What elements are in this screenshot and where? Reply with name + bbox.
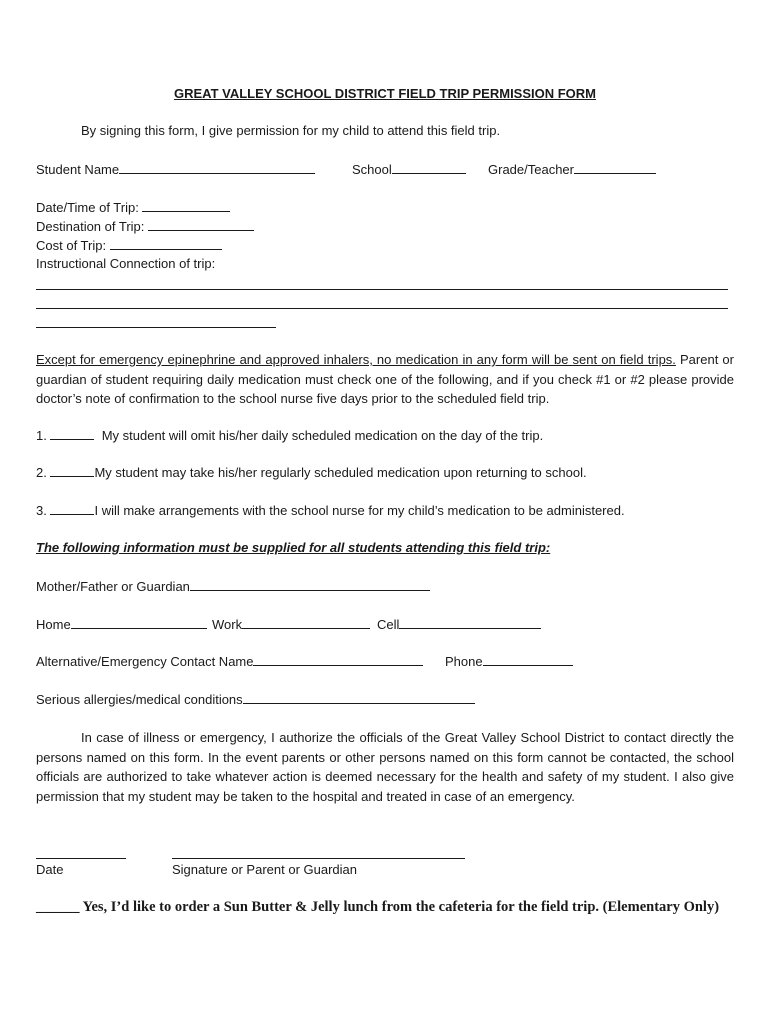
cell-row	[377, 616, 541, 633]
student-name-label: Student Name	[36, 162, 120, 177]
grade-teacher-row	[488, 161, 656, 178]
lunch-blank[interactable]: ______	[36, 899, 80, 915]
date-label: Date	[36, 862, 64, 877]
lunch-order	[36, 898, 726, 916]
allergies-label: Serious allergies/medical conditions	[36, 692, 243, 707]
home-label: Home	[36, 617, 71, 632]
cost-row	[36, 237, 222, 254]
form-title: GREAT VALLEY SCHOOL DISTRICT FIELD TRIP PERMISSION FORM	[173, 86, 597, 101]
option-2-checkbox[interactable]	[50, 464, 94, 477]
date-time-label: Date/Time of Trip:	[36, 200, 139, 215]
signature-label: Signature or Parent or Guardian	[172, 862, 357, 877]
option-3-checkbox[interactable]	[50, 502, 94, 515]
home-field[interactable]	[71, 616, 207, 629]
option-text: My student will omit his/her daily scheduled medication on the day of the trip.	[101, 428, 544, 443]
option-number: 1.	[36, 428, 47, 443]
work-row	[212, 616, 370, 633]
student-name-row	[36, 161, 315, 178]
instructional-line-1[interactable]	[36, 289, 728, 290]
option-number: 2.	[36, 465, 47, 480]
destination-label: Destination of Trip:	[36, 219, 145, 234]
option-text: My student may take his/her regularly scheduled medication upon returning to school.	[94, 465, 587, 480]
instructional-line-3[interactable]	[36, 327, 276, 328]
phone-field[interactable]	[483, 653, 573, 666]
guardian-label: Mother/Father or Guardian	[36, 579, 190, 594]
school-label: School	[352, 162, 392, 177]
alt-contact-field[interactable]	[253, 653, 423, 666]
authorization-statement: In case of illness or emergency, I authorize the officials of the Great Valley School District to contact directly the persons named on this form. In the event parents or other persons named on this form cannot be contacted, the school officials are authorized to take whatever action is deemed necessary for the health and safety of my student. I also give permission that my student may be taken to the hospital and treated in case of an emergency.	[36, 730, 734, 804]
medication-body: Parent or guardian of student requiring daily medication must check one of the following, and if you check #1 or #2 please provide doctor’s note of confirmation to the school nurse five days prior to the scheduled field trip.	[36, 352, 734, 406]
destination-field[interactable]	[148, 218, 254, 231]
medication-option-1	[36, 427, 543, 444]
home-row	[36, 616, 207, 633]
instructional-label: Instructional Connection of trip:	[36, 256, 216, 271]
grade-teacher-label: Grade/Teacher	[488, 162, 574, 177]
work-field[interactable]	[242, 616, 370, 629]
student-name-field[interactable]	[119, 161, 315, 174]
signature-line[interactable]	[172, 858, 465, 859]
alt-contact-label: Alternative/Emergency Contact Name	[36, 654, 254, 669]
medication-heading: Except for emergency epinephrine and approved inhalers, no medication in any form will be sent on field trips.	[36, 352, 676, 367]
cost-field[interactable]	[110, 237, 222, 250]
info-heading: The following information must be supplied for all students attending this field trip:	[36, 540, 551, 555]
cell-label: Cell	[377, 617, 400, 632]
cell-field[interactable]	[399, 616, 541, 629]
destination-row	[36, 218, 254, 235]
lunch-text: Yes, I’d like to order a Sun Butter & Jelly lunch from the cafeteria for the field trip. (Elementary Only)	[82, 899, 720, 915]
date-time-field[interactable]	[142, 199, 230, 212]
instructional-line-2[interactable]	[36, 308, 728, 309]
guardian-field[interactable]	[190, 578, 430, 591]
option-text: I will make arrangements with the school nurse for my child’s medication to be administered.	[94, 503, 625, 518]
work-label: Work	[212, 617, 243, 632]
phone-row	[445, 653, 573, 670]
intro-statement: By signing this form, I give permission for my child to attend this field trip.	[81, 123, 501, 138]
medication-option-3	[36, 502, 625, 519]
alt-contact-row	[36, 653, 423, 670]
school-row	[352, 161, 466, 178]
date-line[interactable]	[36, 858, 126, 859]
option-number: 3.	[36, 503, 47, 518]
medication-option-2	[36, 464, 587, 481]
allergies-row	[36, 691, 475, 708]
guardian-row	[36, 578, 430, 595]
date-time-row	[36, 199, 230, 216]
grade-teacher-field[interactable]	[574, 161, 656, 174]
option-1-checkbox[interactable]	[50, 427, 94, 440]
cost-label: Cost of Trip:	[36, 238, 107, 253]
phone-label: Phone	[445, 654, 483, 669]
medication-policy	[36, 350, 734, 409]
school-field[interactable]	[392, 161, 466, 174]
allergies-field[interactable]	[243, 691, 475, 704]
